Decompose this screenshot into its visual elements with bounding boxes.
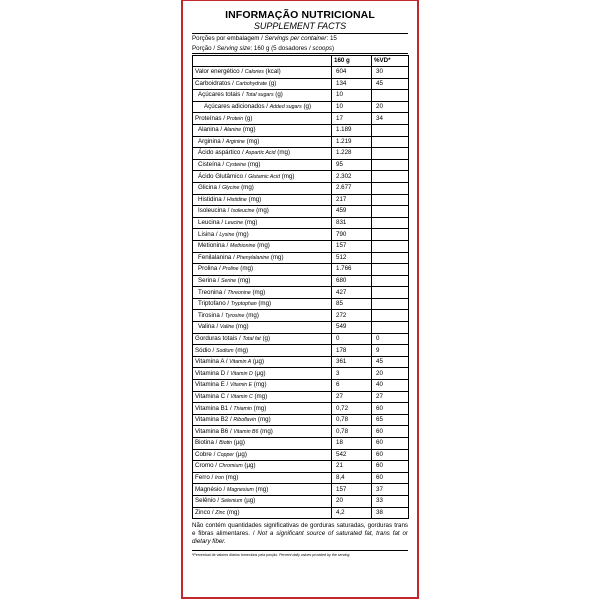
nutrient-amount: 85	[332, 298, 372, 310]
table-row	[193, 287, 409, 299]
header-amount: 160 g	[332, 56, 372, 67]
nutrient-amount: 542	[332, 449, 372, 461]
table-row	[193, 495, 409, 507]
footnote: Não contém quantidades significativas de gorduras saturadas, gorduras trans e fibras alimentares. / Not a significant source of saturated fat, trans fat or dietary fiber.	[192, 522, 408, 546]
table-row	[193, 67, 409, 79]
nutrient-amount: 680	[332, 275, 372, 287]
table-row	[193, 240, 409, 252]
table-row	[193, 194, 409, 206]
header-blank	[193, 56, 332, 67]
nutrient-name: Cobre / Copper (µg)	[193, 449, 332, 461]
nutrient-amount: 17	[332, 113, 372, 125]
nutrient-amount: 4,2	[332, 507, 372, 519]
table-row	[193, 484, 409, 496]
nutrient-amount: 10	[332, 90, 372, 102]
table-row	[193, 171, 409, 183]
nutrient-amount: 604	[332, 67, 372, 79]
nutrient-name: Vitamina B6 / Vitamin B6 (mg)	[193, 426, 332, 438]
table-row	[193, 124, 409, 136]
nutrient-dv: 40	[372, 380, 409, 392]
table-row	[193, 148, 409, 160]
nutrient-dv	[372, 159, 409, 171]
nutrient-dv	[372, 194, 409, 206]
nutrient-amount: 0	[332, 333, 372, 345]
table-row	[193, 182, 409, 194]
nutrition-label	[181, 0, 419, 599]
nutrient-dv: 60	[372, 461, 409, 473]
nutrient-name: Cisteína / Cysteine (mg)	[193, 159, 332, 171]
label-title: INFORMAÇÃO NUTRICIONAL	[225, 9, 375, 21]
nutrient-amount: 27	[332, 391, 372, 403]
nutrient-name: Açúcares adicionados / Added sugars (g)	[193, 101, 332, 113]
nutrient-dv	[372, 206, 409, 218]
nutrient-amount: 1.228	[332, 148, 372, 160]
nutrient-amount: 790	[332, 229, 372, 241]
nutrient-amount: 18	[332, 438, 372, 450]
nutrient-dv	[372, 322, 409, 334]
table-row	[193, 391, 409, 403]
nutrient-amount: 1.766	[332, 264, 372, 276]
nutrient-amount: 20	[332, 495, 372, 507]
nutrient-amount: 134	[332, 78, 372, 90]
nutrient-name: Treonina / Threonine (mg)	[193, 287, 332, 299]
table-row	[193, 333, 409, 345]
nutrient-dv: 0	[372, 333, 409, 345]
nutrient-dv	[372, 275, 409, 287]
nutrient-amount: 21	[332, 461, 372, 473]
nutrient-name: Carboidratos / Carbohydrate (g)	[193, 78, 332, 90]
nutrient-name: Glicina / Glycine (mg)	[193, 182, 332, 194]
nutrient-dv: 45	[372, 78, 409, 90]
nutrient-name: Alanina / Alanine (mg)	[193, 124, 332, 136]
table-row	[193, 78, 409, 90]
nutrient-name: Valor energético / Calories (kcal)	[193, 67, 332, 79]
table-row	[193, 264, 409, 276]
nutrient-name: Vitamina C / Vitamin C (mg)	[193, 391, 332, 403]
nutrient-dv	[372, 217, 409, 229]
nutrient-dv: 65	[372, 414, 409, 426]
table-row	[193, 345, 409, 357]
nutrition-table	[192, 55, 409, 519]
table-row	[193, 438, 409, 450]
nutrient-amount: 0,72	[332, 403, 372, 415]
nutrient-dv: 20	[372, 368, 409, 380]
table-row	[193, 310, 409, 322]
nutrient-name: Tirosina / Tyrosine (mg)	[193, 310, 332, 322]
serving-size: Porção / Serving size: 160 g (5 dosadores / scoops)	[192, 44, 408, 55]
nutrient-dv	[372, 252, 409, 264]
table-row	[193, 275, 409, 287]
nutrient-name: Vitamina E / Vitamin E (mg)	[193, 380, 332, 392]
table-row	[193, 461, 409, 473]
nutrient-amount: 3	[332, 368, 372, 380]
nutrient-name: Ácido aspártico / Aspartic Acid (mg)	[193, 148, 332, 160]
nutrient-amount: 95	[332, 159, 372, 171]
nutrient-name: Ferro / Iron (mg)	[193, 472, 332, 484]
table-row	[193, 507, 409, 519]
nutrient-amount: 512	[332, 252, 372, 264]
nutrient-dv	[372, 298, 409, 310]
nutrient-amount: 549	[332, 322, 372, 334]
nutrient-amount: 459	[332, 206, 372, 218]
table-row	[193, 380, 409, 392]
table-row	[193, 322, 409, 334]
label-subtitle: SUPPLEMENT FACTS	[192, 21, 408, 34]
nutrient-name: Isoleucina / Isoleucine (mg)	[193, 206, 332, 218]
nutrient-dv	[372, 171, 409, 183]
nutrient-name: Lisina / Lysine (mg)	[193, 229, 332, 241]
nutrient-dv	[372, 229, 409, 241]
nutrient-name: Ácido Glutâmico / Glutamic Acid (mg)	[193, 171, 332, 183]
nutrient-dv: 34	[372, 113, 409, 125]
table-row	[193, 206, 409, 218]
nutrient-name: Serina / Serine (mg)	[193, 275, 332, 287]
nutrient-amount: 178	[332, 345, 372, 357]
nutrient-dv: 60	[372, 403, 409, 415]
nutrient-name: Cromo / Chromium (µg)	[193, 461, 332, 473]
nutrient-amount: 8,4	[332, 472, 372, 484]
nutrient-name: Vitamina B1 / Thiamin (mg)	[193, 403, 332, 415]
table-row	[193, 472, 409, 484]
header-dv: %VD*	[372, 56, 409, 67]
nutrient-name: Biotina / Biotin (µg)	[193, 438, 332, 450]
nutrient-name: Valina / Valine (mg)	[193, 322, 332, 334]
table-row	[193, 356, 409, 368]
nutrient-amount: 157	[332, 240, 372, 252]
table-row	[193, 217, 409, 229]
table-row	[193, 159, 409, 171]
nutrient-name: Vitamina D / Vitamin D (µg)	[193, 368, 332, 380]
nutrient-name: Prolina / Proline (mg)	[193, 264, 332, 276]
nutrient-dv: 60	[372, 449, 409, 461]
nutrient-name: Zinco / Zinc (mg)	[193, 507, 332, 519]
nutrient-dv: 27	[372, 391, 409, 403]
nutrient-amount: 2.677	[332, 182, 372, 194]
nutrient-name: Sódio / Sodium (mg)	[193, 345, 332, 357]
nutrient-amount: 831	[332, 217, 372, 229]
nutrient-name: Proteínas / Protein (g)	[193, 113, 332, 125]
nutrient-amount: 157	[332, 484, 372, 496]
nutrient-amount: 361	[332, 356, 372, 368]
nutrient-dv: 60	[372, 472, 409, 484]
nutrient-name: Leucina / Leucine (mg)	[193, 217, 332, 229]
table-row	[193, 426, 409, 438]
table-row	[193, 229, 409, 241]
table-row	[193, 449, 409, 461]
table-row	[193, 403, 409, 415]
nutrient-name: Metionina / Methionine (mg)	[193, 240, 332, 252]
nutrient-dv: 45	[372, 356, 409, 368]
table-row	[193, 101, 409, 113]
table-row	[193, 113, 409, 125]
nutrient-dv	[372, 90, 409, 102]
nutrient-dv	[372, 287, 409, 299]
nutrient-amount: 2.302	[332, 171, 372, 183]
nutrient-name: Vitamina A / Vitamin A (µg)	[193, 356, 332, 368]
nutrient-name: Histidina / Histidine (mg)	[193, 194, 332, 206]
nutrient-name: Selênio / Selenium (µg)	[193, 495, 332, 507]
table-row	[193, 136, 409, 148]
nutrient-amount: 10	[332, 101, 372, 113]
nutrient-name: Açúcares totais / Total sugars (g)	[193, 90, 332, 102]
nutrient-amount: 0,78	[332, 426, 372, 438]
servings-per-container: Porções por embalagem / Servings per container: 15	[192, 35, 337, 42]
nutrient-dv	[372, 240, 409, 252]
nutrient-dv	[372, 136, 409, 148]
nutrient-dv	[372, 148, 409, 160]
nutrient-name: Magnésio / Magnesium (mg)	[193, 484, 332, 496]
nutrient-dv	[372, 264, 409, 276]
nutrient-dv	[372, 310, 409, 322]
table-row	[193, 368, 409, 380]
nutrient-dv: 30	[372, 67, 409, 79]
nutrient-name: Gorduras totais / Total fat (g)	[193, 333, 332, 345]
nutrient-dv	[372, 124, 409, 136]
nutrient-dv: 60	[372, 438, 409, 450]
dv-disclaimer: *Percentual de valores diários fornecidos pela porção. Percent daily values provided by the serving.	[192, 550, 408, 558]
nutrient-amount: 427	[332, 287, 372, 299]
nutrient-dv: 33	[372, 495, 409, 507]
nutrient-name: Fenilalanina / Phenylalanine (mg)	[193, 252, 332, 264]
nutrient-name: Arginina / Arginine (mg)	[193, 136, 332, 148]
nutrient-amount: 272	[332, 310, 372, 322]
nutrient-amount: 1.189	[332, 124, 372, 136]
table-header-row	[193, 56, 409, 67]
nutrient-dv: 37	[372, 484, 409, 496]
nutrient-dv: 9	[372, 345, 409, 357]
label-content	[192, 10, 408, 558]
nutrient-name: Vitamina B2 / Riboflavin (mg)	[193, 414, 332, 426]
nutrient-dv: 20	[372, 101, 409, 113]
nutrient-amount: 1.219	[332, 136, 372, 148]
nutrient-amount: 6	[332, 380, 372, 392]
nutrient-dv: 60	[372, 426, 409, 438]
table-row	[193, 252, 409, 264]
nutrient-dv: 38	[372, 507, 409, 519]
table-row	[193, 414, 409, 426]
table-row	[193, 90, 409, 102]
nutrient-name: Triptofano / Tryptophan (mg)	[193, 298, 332, 310]
table-row	[193, 298, 409, 310]
nutrient-dv	[372, 182, 409, 194]
nutrient-amount: 217	[332, 194, 372, 206]
nutrient-amount: 0,78	[332, 414, 372, 426]
